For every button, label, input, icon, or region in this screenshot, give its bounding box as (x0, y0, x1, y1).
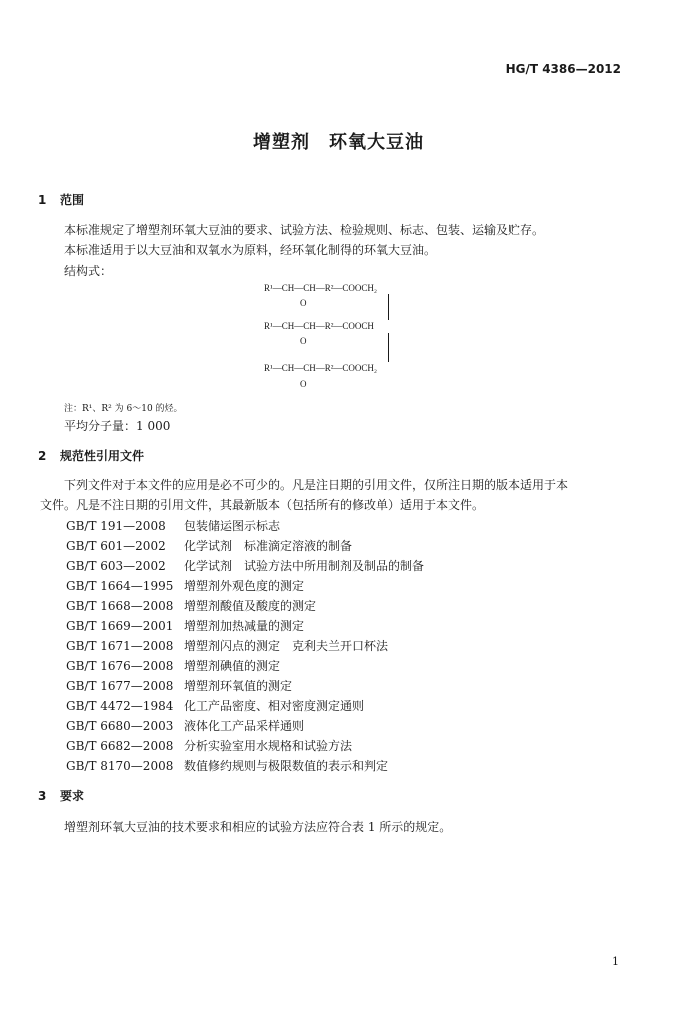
reference-code: GB/T 1668—2008 (66, 599, 174, 613)
glycerol-bond-upper (388, 294, 389, 320)
reference-title: 分析实验室用水规格和试验方法 (184, 739, 353, 753)
average-molecular-weight: 平均分子量：1 000 (64, 419, 171, 433)
section-2-heading (38, 447, 144, 464)
formula-row-3: R¹—CH—CH—R²—COOCH₂ (264, 363, 378, 373)
reference-item (66, 697, 364, 714)
reference-code: GB/T 8170—2008 (66, 759, 174, 773)
reference-title: 增塑剂环氧值的测定 (184, 679, 293, 693)
reference-title: 增塑剂外观色度的测定 (184, 579, 305, 593)
normative-intro-line-2: 文件。凡是不注日期的引用文件，其最新版本（包括所有的修改单）适用于本文件。 (40, 498, 485, 512)
reference-code: GB/T 4472—1984 (66, 699, 174, 713)
document-title: 增塑剂 环氧大豆油 (253, 132, 424, 153)
requirements-paragraph: 增塑剂环氧大豆油的技术要求和相应的试验方法应符合表 1 所示的规定。 (64, 820, 452, 834)
reference-item (66, 517, 280, 534)
section-2-title: 规范性引用文件 (60, 449, 145, 463)
reference-code: GB/T 6680—2003 (66, 719, 174, 733)
scope-paragraph-2: 本标准适用于以大豆油和双氧水为原料，经环氧化制得的环氧大豆油。 (64, 243, 437, 257)
reference-item (66, 657, 280, 674)
page-number: 1 (612, 955, 619, 968)
reference-item (66, 757, 388, 774)
reference-title: 数值修约规则与极限数值的表示和判定 (184, 759, 389, 773)
reference-title: 化学试剂 试验方法中所用制剂及制品的制备 (184, 559, 425, 573)
scope-paragraph-1: 本标准规定了增塑剂环氧大豆油的要求、试验方法、检验规则、标志、包装、运输及贮存。 (64, 223, 545, 237)
normative-intro-line-1: 下列文件对于本文件的应用是必不可少的。凡是注日期的引用文件，仅所注日期的版本适用于本 (64, 478, 569, 492)
reference-title: 增塑剂加热减量的测定 (184, 619, 305, 633)
glycerol-bond-lower (388, 333, 389, 362)
formula-oxygen-2: O (300, 336, 307, 346)
reference-code: GB/T 191—2008 (66, 519, 166, 533)
formula-oxygen-3: O (300, 379, 307, 389)
section-1-title: 范围 (60, 193, 85, 207)
reference-item (66, 717, 304, 734)
reference-title: 增塑剂酸值及酸度的测定 (184, 599, 317, 613)
reference-code: GB/T 603—2002 (66, 559, 166, 573)
reference-title: 液体化工产品采样通则 (184, 719, 305, 733)
section-3-number: 3 (38, 789, 47, 803)
reference-code: GB/T 1677—2008 (66, 679, 174, 693)
reference-item (66, 537, 352, 554)
reference-title: 化工产品密度、相对密度测定通则 (184, 699, 365, 713)
section-1-number: 1 (38, 193, 47, 207)
section-1-heading (38, 191, 84, 208)
reference-title: 增塑剂碘值的测定 (184, 659, 281, 673)
reference-item (66, 617, 304, 634)
structure-note: 注：R¹、R² 为 6～10 的烃。 (64, 404, 183, 414)
formula-row-1: R¹—CH—CH—R²—COOCH₂ (264, 283, 378, 293)
reference-code: GB/T 6682—2008 (66, 739, 174, 753)
section-3-title: 要求 (60, 789, 85, 803)
section-2-number: 2 (38, 449, 47, 463)
reference-code: GB/T 1676—2008 (66, 659, 174, 673)
reference-item (66, 577, 304, 594)
section-3-heading (38, 787, 84, 804)
reference-item (66, 677, 292, 694)
reference-title: 包装储运图示标志 (184, 519, 281, 533)
formula-oxygen-1: O (300, 298, 307, 308)
structure-label: 结构式： (64, 264, 113, 278)
reference-item (66, 597, 316, 614)
reference-title: 化学试剂 标准滴定溶液的制备 (184, 539, 353, 553)
reference-item (66, 637, 388, 654)
reference-title: 增塑剂闪点的测定 克利夫兰开口杯法 (184, 639, 389, 653)
reference-item (66, 737, 352, 754)
reference-code: GB/T 601—2002 (66, 539, 166, 553)
standard-code: HG/T 4386—2012 (505, 62, 621, 76)
formula-row-2: R¹—CH—CH—R²—COOCH (264, 321, 374, 331)
reference-code: GB/T 1664—1995 (66, 579, 174, 593)
reference-item (66, 557, 424, 574)
reference-code: GB/T 1671—2008 (66, 639, 174, 653)
reference-code: GB/T 1669—2001 (66, 619, 174, 633)
